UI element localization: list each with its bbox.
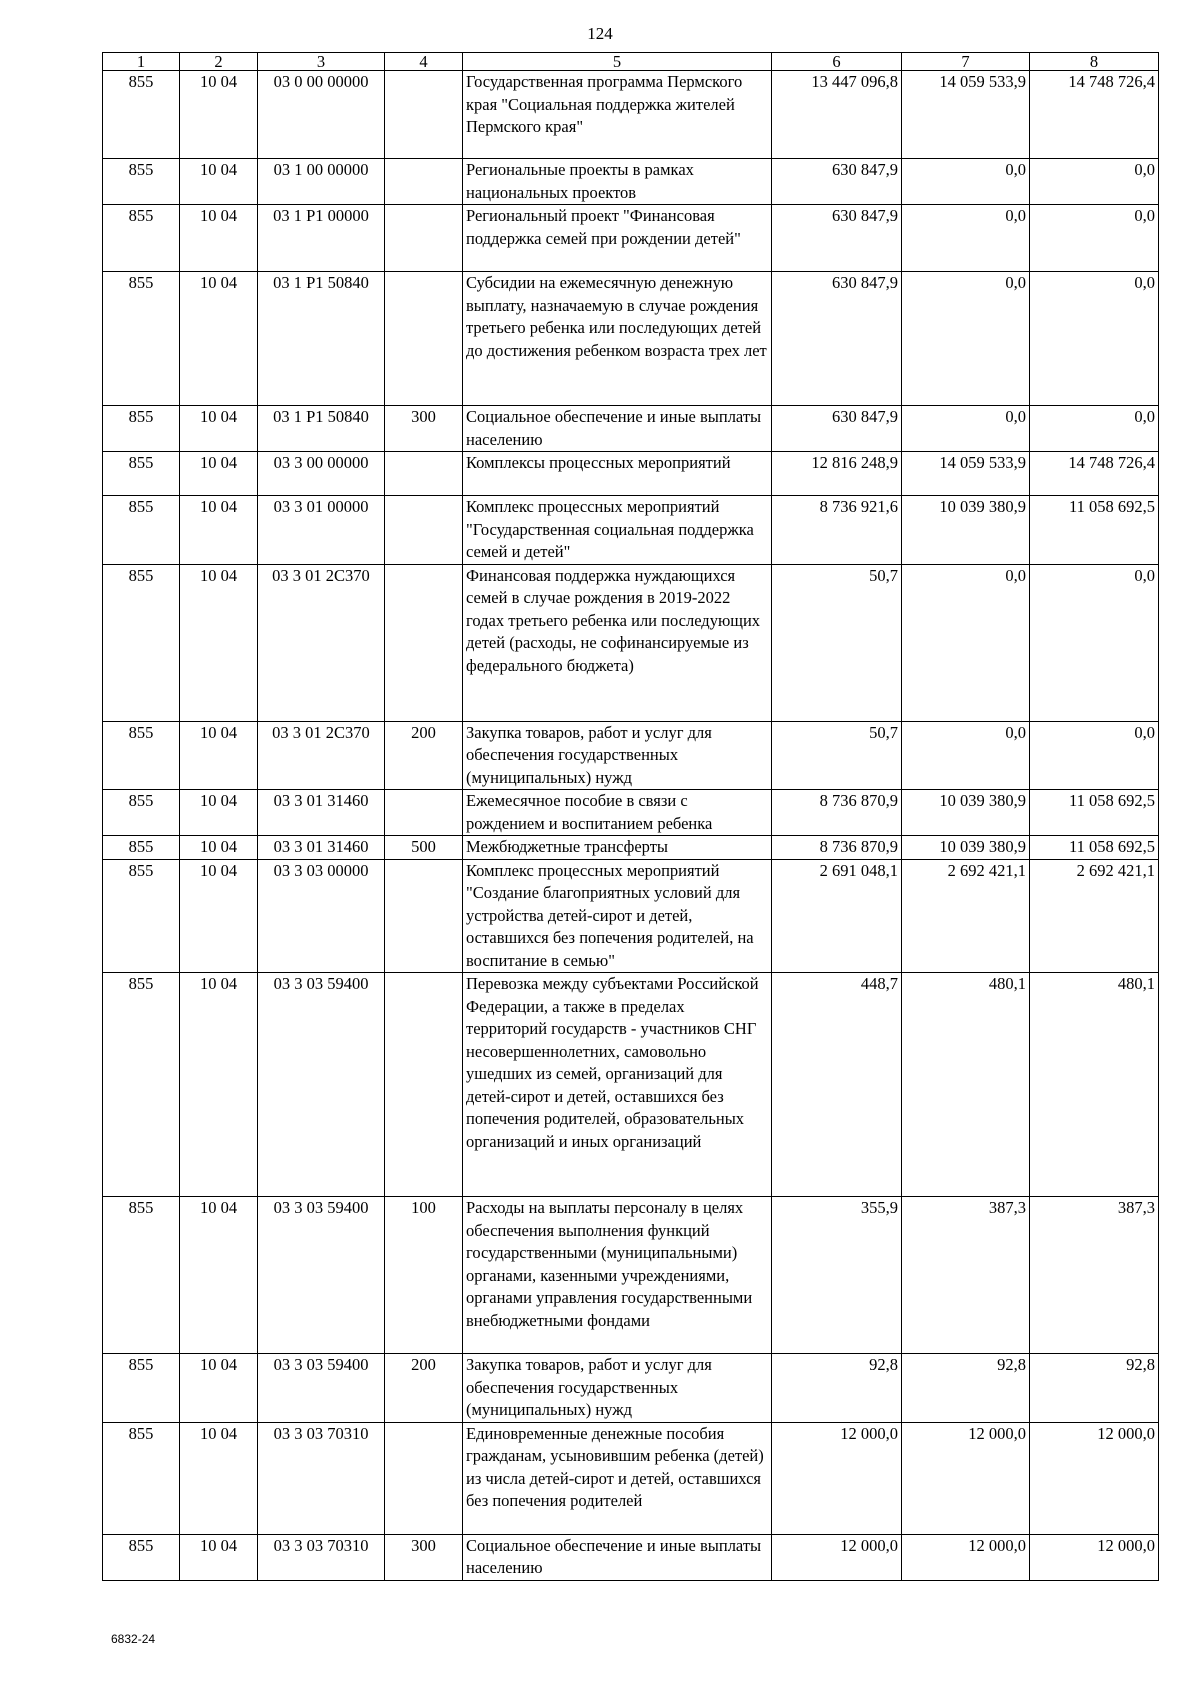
cell-admin-code: 855 bbox=[103, 790, 180, 836]
cell-amount-year3: 0,0 bbox=[1030, 205, 1159, 272]
cell-description: Субсидии на ежемесячную денежную выплату, назначаемую в случае рождения третьего ребенка или последующих детей до достижения ребенком возраста трех лет bbox=[463, 272, 772, 406]
cell-amount-year3: 14 748 726,4 bbox=[1030, 452, 1159, 496]
cell-target-code: 03 1 00 00000 bbox=[258, 159, 385, 205]
cell-admin-code: 855 bbox=[103, 973, 180, 1197]
cell-target-code: 03 1 Р1 50840 bbox=[258, 406, 385, 452]
cell-admin-code: 855 bbox=[103, 406, 180, 452]
cell-amount-year1: 50,7 bbox=[772, 564, 902, 721]
cell-amount-year2: 480,1 bbox=[902, 973, 1030, 1197]
cell-description: Комплекс процессных мероприятий "Создание благоприятных условий для устройства детей-сирот и детей, оставшихся без попечения родителей, на воспитание в семью" bbox=[463, 859, 772, 973]
cell-target-code: 03 3 01 31460 bbox=[258, 836, 385, 860]
table-row bbox=[103, 205, 1159, 272]
cell-amount-year1: 12 816 248,9 bbox=[772, 452, 902, 496]
cell-amount-year3: 12 000,0 bbox=[1030, 1422, 1159, 1534]
cell-amount-year1: 13 447 096,8 bbox=[772, 71, 902, 159]
cell-expense-type bbox=[385, 1422, 463, 1534]
cell-amount-year3: 14 748 726,4 bbox=[1030, 71, 1159, 159]
cell-expense-type bbox=[385, 71, 463, 159]
cell-admin-code: 855 bbox=[103, 272, 180, 406]
cell-amount-year2: 10 039 380,9 bbox=[902, 790, 1030, 836]
table-row bbox=[103, 159, 1159, 205]
cell-amount-year2: 0,0 bbox=[902, 406, 1030, 452]
cell-amount-year1: 12 000,0 bbox=[772, 1422, 902, 1534]
cell-amount-year2: 387,3 bbox=[902, 1197, 1030, 1354]
cell-amount-year1: 448,7 bbox=[772, 973, 902, 1197]
cell-amount-year2: 14 059 533,9 bbox=[902, 452, 1030, 496]
column-header: 7 bbox=[902, 53, 1030, 71]
cell-description: Ежемесячное пособие в связи с рождением и воспитанием ребенка bbox=[463, 790, 772, 836]
column-header: 4 bbox=[385, 53, 463, 71]
table-row bbox=[103, 859, 1159, 973]
cell-section-code: 10 04 bbox=[180, 836, 258, 860]
column-header: 8 bbox=[1030, 53, 1159, 71]
cell-admin-code: 855 bbox=[103, 1534, 180, 1580]
cell-expense-type bbox=[385, 859, 463, 973]
cell-description: Социальное обеспечение и иные выплаты населению bbox=[463, 1534, 772, 1580]
cell-expense-type bbox=[385, 564, 463, 721]
cell-section-code: 10 04 bbox=[180, 452, 258, 496]
cell-amount-year1: 355,9 bbox=[772, 1197, 902, 1354]
cell-section-code: 10 04 bbox=[180, 205, 258, 272]
cell-target-code: 03 3 01 2С370 bbox=[258, 564, 385, 721]
column-header: 3 bbox=[258, 53, 385, 71]
cell-expense-type bbox=[385, 496, 463, 565]
table-row bbox=[103, 1354, 1159, 1423]
column-header: 2 bbox=[180, 53, 258, 71]
cell-target-code: 03 3 03 59400 bbox=[258, 973, 385, 1197]
cell-section-code: 10 04 bbox=[180, 973, 258, 1197]
cell-target-code: 03 1 Р1 00000 bbox=[258, 205, 385, 272]
cell-section-code: 10 04 bbox=[180, 159, 258, 205]
cell-amount-year1: 8 736 870,9 bbox=[772, 836, 902, 860]
cell-section-code: 10 04 bbox=[180, 859, 258, 973]
cell-expense-type bbox=[385, 159, 463, 205]
cell-expense-type: 300 bbox=[385, 1534, 463, 1580]
table-row bbox=[103, 406, 1159, 452]
table-row bbox=[103, 1422, 1159, 1534]
cell-description: Единовременные денежные пособия гражданам, усыновившим ребенка (детей) из числа детей-сирот и детей, оставшихся без попечения родителей bbox=[463, 1422, 772, 1534]
cell-section-code: 10 04 bbox=[180, 564, 258, 721]
cell-description: Межбюджетные трансферты bbox=[463, 836, 772, 860]
cell-admin-code: 855 bbox=[103, 836, 180, 860]
cell-amount-year3: 387,3 bbox=[1030, 1197, 1159, 1354]
cell-amount-year3: 2 692 421,1 bbox=[1030, 859, 1159, 973]
cell-amount-year1: 8 736 870,9 bbox=[772, 790, 902, 836]
cell-section-code: 10 04 bbox=[180, 1422, 258, 1534]
table-row bbox=[103, 1197, 1159, 1354]
cell-description: Комплекс процессных мероприятий "Государственная социальная поддержка семей и детей" bbox=[463, 496, 772, 565]
cell-target-code: 03 3 03 59400 bbox=[258, 1197, 385, 1354]
cell-admin-code: 855 bbox=[103, 1354, 180, 1423]
cell-amount-year1: 2 691 048,1 bbox=[772, 859, 902, 973]
cell-amount-year2: 92,8 bbox=[902, 1354, 1030, 1423]
cell-amount-year3: 11 058 692,5 bbox=[1030, 790, 1159, 836]
cell-amount-year3: 0,0 bbox=[1030, 564, 1159, 721]
cell-amount-year3: 12 000,0 bbox=[1030, 1534, 1159, 1580]
cell-expense-type: 500 bbox=[385, 836, 463, 860]
cell-section-code: 10 04 bbox=[180, 721, 258, 790]
cell-amount-year1: 92,8 bbox=[772, 1354, 902, 1423]
cell-admin-code: 855 bbox=[103, 564, 180, 721]
cell-target-code: 03 3 03 59400 bbox=[258, 1354, 385, 1423]
cell-expense-type: 200 bbox=[385, 721, 463, 790]
cell-amount-year2: 14 059 533,9 bbox=[902, 71, 1030, 159]
cell-admin-code: 855 bbox=[103, 859, 180, 973]
cell-description: Комплексы процессных мероприятий bbox=[463, 452, 772, 496]
cell-amount-year2: 0,0 bbox=[902, 564, 1030, 721]
cell-amount-year1: 50,7 bbox=[772, 721, 902, 790]
cell-amount-year2: 0,0 bbox=[902, 205, 1030, 272]
cell-amount-year2: 12 000,0 bbox=[902, 1534, 1030, 1580]
cell-amount-year3: 480,1 bbox=[1030, 973, 1159, 1197]
cell-amount-year2: 0,0 bbox=[902, 272, 1030, 406]
cell-expense-type bbox=[385, 973, 463, 1197]
cell-amount-year2: 12 000,0 bbox=[902, 1422, 1030, 1534]
cell-amount-year3: 92,8 bbox=[1030, 1354, 1159, 1423]
cell-amount-year1: 630 847,9 bbox=[772, 159, 902, 205]
cell-expense-type: 200 bbox=[385, 1354, 463, 1423]
cell-description: Региональные проекты в рамках национальных проектов bbox=[463, 159, 772, 205]
cell-target-code: 03 3 01 00000 bbox=[258, 496, 385, 565]
cell-amount-year3: 11 058 692,5 bbox=[1030, 836, 1159, 860]
cell-admin-code: 855 bbox=[103, 159, 180, 205]
cell-description: Социальное обеспечение и иные выплаты населению bbox=[463, 406, 772, 452]
cell-amount-year3: 0,0 bbox=[1030, 272, 1159, 406]
cell-amount-year1: 12 000,0 bbox=[772, 1534, 902, 1580]
cell-amount-year2: 2 692 421,1 bbox=[902, 859, 1030, 973]
cell-admin-code: 855 bbox=[103, 1197, 180, 1354]
cell-amount-year2: 10 039 380,9 bbox=[902, 496, 1030, 565]
cell-admin-code: 855 bbox=[103, 205, 180, 272]
table-row bbox=[103, 836, 1159, 860]
cell-expense-type bbox=[385, 272, 463, 406]
table-row bbox=[103, 496, 1159, 565]
table-row bbox=[103, 272, 1159, 406]
column-header: 5 bbox=[463, 53, 772, 71]
table-row bbox=[103, 790, 1159, 836]
page-number: 124 bbox=[587, 24, 613, 43]
cell-target-code: 03 0 00 00000 bbox=[258, 71, 385, 159]
cell-section-code: 10 04 bbox=[180, 1197, 258, 1354]
cell-target-code: 03 3 03 70310 bbox=[258, 1534, 385, 1580]
cell-amount-year1: 630 847,9 bbox=[772, 272, 902, 406]
table-row bbox=[103, 452, 1159, 496]
cell-admin-code: 855 bbox=[103, 71, 180, 159]
cell-description: Региональный проект "Финансовая поддержка семей при рождении детей" bbox=[463, 205, 772, 272]
cell-section-code: 10 04 bbox=[180, 496, 258, 565]
cell-amount-year3: 11 058 692,5 bbox=[1030, 496, 1159, 565]
column-header: 6 bbox=[772, 53, 902, 71]
cell-amount-year3: 0,0 bbox=[1030, 406, 1159, 452]
cell-amount-year2: 10 039 380,9 bbox=[902, 836, 1030, 860]
table-row bbox=[103, 721, 1159, 790]
cell-target-code: 03 3 00 00000 bbox=[258, 452, 385, 496]
cell-amount-year1: 630 847,9 bbox=[772, 205, 902, 272]
cell-description: Расходы на выплаты персоналу в целях обеспечения выполнения функций государственными (муниципальными) органами, казенными учреждениями, органами управления государственными внебюджетными фондами bbox=[463, 1197, 772, 1354]
cell-target-code: 03 3 03 00000 bbox=[258, 859, 385, 973]
cell-admin-code: 855 bbox=[103, 1422, 180, 1534]
cell-target-code: 03 3 01 2С370 bbox=[258, 721, 385, 790]
budget-table bbox=[102, 52, 1159, 1581]
cell-amount-year3: 0,0 bbox=[1030, 721, 1159, 790]
cell-description: Закупка товаров, работ и услуг для обеспечения государственных (муниципальных) нужд bbox=[463, 721, 772, 790]
cell-admin-code: 855 bbox=[103, 452, 180, 496]
cell-expense-type: 300 bbox=[385, 406, 463, 452]
table-row bbox=[103, 71, 1159, 159]
cell-expense-type bbox=[385, 452, 463, 496]
cell-description: Государственная программа Пермского края "Социальная поддержка жителей Пермского края" bbox=[463, 71, 772, 159]
cell-section-code: 10 04 bbox=[180, 1354, 258, 1423]
cell-admin-code: 855 bbox=[103, 721, 180, 790]
cell-expense-type: 100 bbox=[385, 1197, 463, 1354]
cell-section-code: 10 04 bbox=[180, 1534, 258, 1580]
cell-section-code: 10 04 bbox=[180, 71, 258, 159]
cell-description: Перевозка между субъектами Российской Федерации, а также в пределах территорий государств - участников СНГ несовершеннолетних, самовольно ушедших из семей, организаций для детей-сирот и детей, оставшихся без попечения родителей, образовательных организаций и иных организаций bbox=[463, 973, 772, 1197]
cell-expense-type bbox=[385, 790, 463, 836]
cell-target-code: 03 3 03 70310 bbox=[258, 1422, 385, 1534]
cell-admin-code: 855 bbox=[103, 496, 180, 565]
table-row bbox=[103, 564, 1159, 721]
cell-section-code: 10 04 bbox=[180, 272, 258, 406]
cell-amount-year1: 630 847,9 bbox=[772, 406, 902, 452]
table-header-row bbox=[103, 53, 1159, 71]
cell-expense-type bbox=[385, 205, 463, 272]
cell-amount-year1: 8 736 921,6 bbox=[772, 496, 902, 565]
column-header: 1 bbox=[103, 53, 180, 71]
cell-amount-year2: 0,0 bbox=[902, 159, 1030, 205]
cell-section-code: 10 04 bbox=[180, 406, 258, 452]
cell-amount-year2: 0,0 bbox=[902, 721, 1030, 790]
cell-target-code: 03 1 Р1 50840 bbox=[258, 272, 385, 406]
cell-amount-year3: 0,0 bbox=[1030, 159, 1159, 205]
table-row bbox=[103, 973, 1159, 1197]
cell-section-code: 10 04 bbox=[180, 790, 258, 836]
cell-target-code: 03 3 01 31460 bbox=[258, 790, 385, 836]
cell-description: Финансовая поддержка нуждающихся семей в случае рождения в 2019-2022 годах третьего ребенка или последующих детей (расходы, не софинансируемые из федерального бюджета) bbox=[463, 564, 772, 721]
table-row bbox=[103, 1534, 1159, 1580]
document-code: 6832-24 bbox=[111, 1632, 156, 1646]
cell-description: Закупка товаров, работ и услуг для обеспечения государственных (муниципальных) нужд bbox=[463, 1354, 772, 1423]
